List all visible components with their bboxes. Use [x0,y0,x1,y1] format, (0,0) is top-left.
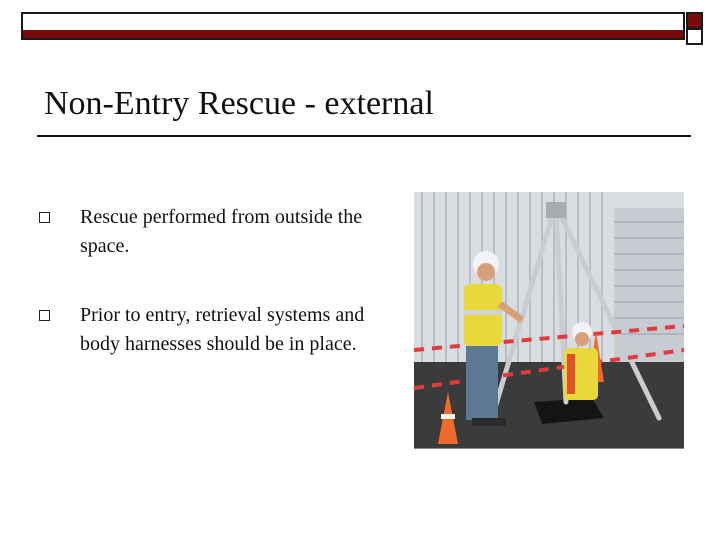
hollow-square-bullet-icon [39,212,50,223]
bullet-item [36,203,396,261]
title-divider [37,135,691,137]
rescue-tripod-photo [414,192,684,449]
slide-title: Non-Entry Rescue - external [44,85,434,122]
corner-accent-square [686,12,703,29]
bullet-list [36,203,396,399]
bullet-text: Prior to entry, retrieval systems and body harnesses should be in place. [80,304,365,355]
bullet-text: Rescue performed from outside the space. [80,206,363,257]
hollow-square-bullet-icon [39,310,50,321]
top-decorative-bar [21,12,685,40]
bullet-item [36,301,396,359]
corner-outline-square [686,28,703,45]
top-accent-band [23,30,683,38]
